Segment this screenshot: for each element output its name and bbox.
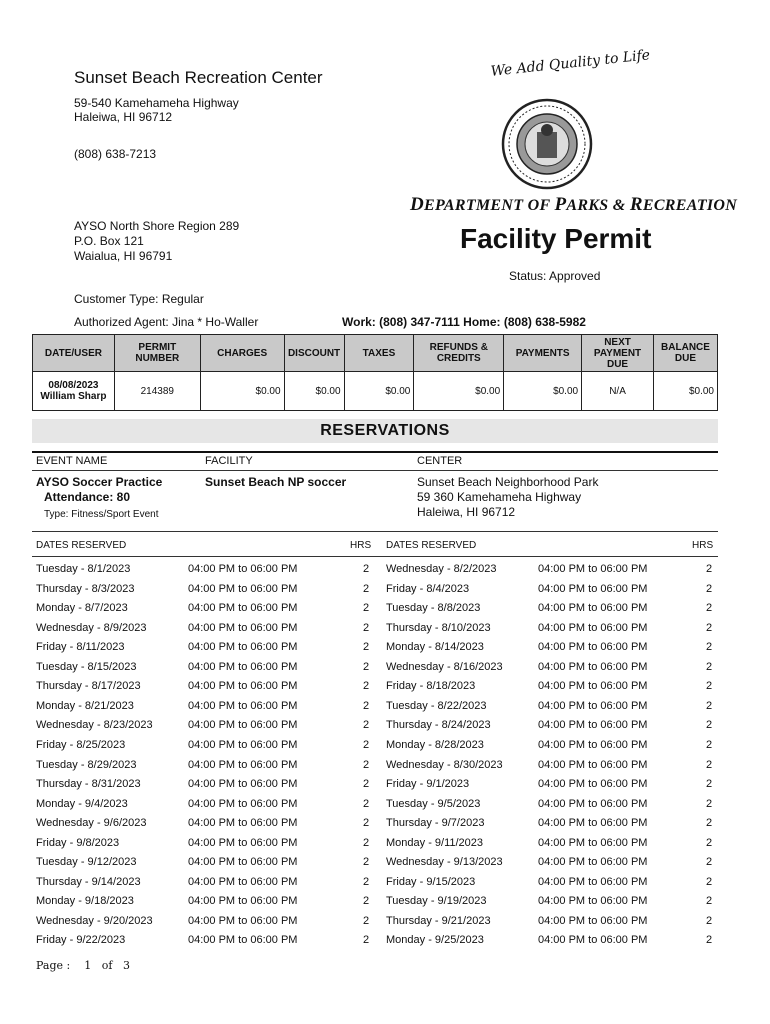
customer-address-line2: Waialua, HI 96791	[74, 249, 173, 263]
dates-reserved-label-right: DATES RESERVED	[386, 540, 477, 551]
tagline: We Add Quality to Life	[490, 47, 651, 80]
fees-header-cell: DISCOUNT	[284, 335, 344, 372]
reserved-time-left: 04:00 PM to 06:00 PM	[188, 934, 298, 947]
reservations-title: RESERVATIONS	[320, 422, 450, 439]
reserved-time-right: 04:00 PM to 06:00 PM	[538, 914, 648, 927]
reserved-date-right: Tuesday - 9/5/2023	[386, 797, 481, 810]
reserved-date-left: Thursday - 8/3/2023	[36, 582, 135, 595]
reserved-date-right: Tuesday - 8/8/2023	[386, 602, 481, 615]
reserved-time-left: 04:00 PM to 06:00 PM	[188, 719, 298, 732]
reserved-date-left: Monday - 8/7/2023	[36, 602, 128, 615]
dept-initial-1: D	[410, 194, 425, 215]
permit-status: Status: Approved	[509, 269, 601, 283]
reserved-date-right: Friday - 9/1/2023	[386, 778, 470, 791]
discount-value: $0.00	[284, 372, 344, 411]
reserved-hours-right: 2	[706, 738, 713, 751]
facility-phone: (808) 638-7213	[74, 147, 157, 161]
reserved-hours-right: 2	[706, 856, 713, 869]
reservation-row	[0, 680, 770, 700]
divider	[32, 451, 718, 453]
reserved-date-left: Monday - 9/4/2023	[36, 797, 128, 810]
reserved-date-left: Monday - 8/21/2023	[36, 699, 134, 712]
reserved-hours-left: 2	[363, 621, 370, 634]
reserved-time-left: 04:00 PM to 06:00 PM	[188, 836, 298, 849]
page-total: 3	[122, 959, 130, 972]
balance-due-value: $0.00	[653, 372, 717, 411]
reserved-date-left: Tuesday - 9/12/2023	[36, 856, 137, 869]
reserved-time-left: 04:00 PM to 06:00 PM	[188, 738, 298, 751]
fees-header-cell: DATE/USER	[33, 335, 115, 372]
dept-text-1: EPARTMENT OF	[424, 197, 555, 214]
reserved-hours-left: 2	[363, 914, 370, 927]
reserved-time-right: 04:00 PM to 06:00 PM	[538, 602, 648, 615]
reserved-hours-right: 2	[706, 817, 713, 830]
reserved-hours-left: 2	[363, 563, 370, 575]
facility-address-line1: 59-540 Kamehameha Highway	[74, 96, 239, 110]
customer-address	[74, 219, 239, 264]
authorized-agent: Authorized Agent: Jina * Ho-Waller	[74, 315, 259, 329]
fees-data-row	[33, 372, 718, 411]
reserved-date-right: Wednesday - 8/16/2023	[386, 660, 503, 673]
reserved-hours-right: 2	[706, 563, 713, 575]
reserved-time-left: 04:00 PM to 06:00 PM	[188, 797, 298, 810]
reservation-row	[0, 602, 770, 622]
reserved-hours-left: 2	[363, 699, 370, 712]
reserved-time-left: 04:00 PM to 06:00 PM	[188, 914, 298, 927]
event-attendance: Attendance: 80	[44, 490, 131, 504]
reservation-row	[0, 798, 770, 818]
reserved-time-left: 04:00 PM to 06:00 PM	[188, 621, 298, 634]
reservation-row	[0, 837, 770, 857]
reserved-hours-left: 2	[363, 680, 370, 693]
reservation-row	[0, 583, 770, 603]
reserved-time-right: 04:00 PM to 06:00 PM	[538, 582, 648, 595]
dept-text-3: ECREATION	[642, 197, 738, 214]
reserved-date-left: Thursday - 9/14/2023	[36, 875, 141, 888]
reserved-date-left: Wednesday - 8/23/2023	[36, 719, 153, 732]
reserved-date-left: Thursday - 8/17/2023	[36, 680, 141, 693]
reserved-date-left: Tuesday - 8/15/2023	[36, 660, 137, 673]
page-label: Page :	[36, 959, 71, 972]
fees-header-cell: TAXES	[344, 335, 414, 372]
reserved-hours-right: 2	[706, 895, 713, 908]
payments-value: $0.00	[504, 372, 582, 411]
reserved-time-right: 04:00 PM to 06:00 PM	[538, 660, 648, 673]
page-current: 1	[84, 959, 92, 972]
reserved-date-right: Friday - 9/15/2023	[386, 875, 476, 888]
reserved-time-left: 04:00 PM to 06:00 PM	[188, 563, 298, 575]
reserved-hours-right: 2	[706, 621, 713, 634]
reserved-hours-right: 2	[706, 836, 713, 849]
date-user-cell	[33, 372, 115, 411]
charges-value: $0.00	[200, 372, 284, 411]
reserved-time-right: 04:00 PM to 06:00 PM	[538, 641, 648, 654]
fees-header-cell: NEXT PAYMENT DUE	[582, 335, 654, 372]
issued-by-user: William Sharp	[40, 391, 107, 402]
reserved-time-right: 04:00 PM to 06:00 PM	[538, 875, 648, 888]
reservation-row	[0, 778, 770, 798]
reservation-row	[0, 719, 770, 739]
fees-header-cell: REFUNDS & CREDITS	[414, 335, 504, 372]
reserved-time-right: 04:00 PM to 06:00 PM	[538, 934, 648, 947]
reserved-time-right: 04:00 PM to 06:00 PM	[538, 778, 648, 791]
reserved-time-right: 04:00 PM to 06:00 PM	[538, 680, 648, 693]
reservation-row	[0, 856, 770, 876]
customer-name: AYSO North Shore Region 289	[74, 219, 240, 233]
reserved-hours-left: 2	[363, 836, 370, 849]
page-indicator	[36, 959, 130, 972]
reservation-row	[0, 876, 770, 896]
reserved-date-right: Friday - 8/4/2023	[386, 582, 470, 595]
reserved-date-right: Wednesday - 8/2/2023	[386, 563, 497, 575]
fees-header-cell: CHARGES	[200, 335, 284, 372]
reserved-date-left: Wednesday - 9/20/2023	[36, 914, 153, 927]
reserved-time-right: 04:00 PM to 06:00 PM	[538, 563, 648, 575]
reserved-date-left: Wednesday - 8/9/2023	[36, 621, 147, 634]
reserved-hours-left: 2	[363, 895, 370, 908]
reserved-date-right: Monday - 8/14/2023	[386, 641, 484, 654]
fees-table	[32, 334, 718, 411]
reservation-row	[0, 661, 770, 681]
reserved-time-right: 04:00 PM to 06:00 PM	[538, 738, 648, 751]
reservation-row	[0, 739, 770, 759]
facility-address	[74, 96, 239, 124]
reserved-time-right: 04:00 PM to 06:00 PM	[538, 699, 648, 712]
reserved-hours-left: 2	[363, 797, 370, 810]
reservation-row	[0, 563, 770, 583]
reserved-date-left: Thursday - 8/31/2023	[36, 778, 141, 791]
facility-name: Sunset Beach Recreation Center	[74, 68, 323, 87]
divider	[32, 470, 718, 471]
dates-reserved-label-left: DATES RESERVED	[36, 540, 127, 551]
event-center	[417, 475, 598, 520]
reserved-time-left: 04:00 PM to 06:00 PM	[188, 758, 298, 771]
permit-number: 214389	[114, 372, 200, 411]
reserved-time-right: 04:00 PM to 06:00 PM	[538, 719, 648, 732]
reserved-time-left: 04:00 PM to 06:00 PM	[188, 699, 298, 712]
reserved-time-left: 04:00 PM to 06:00 PM	[188, 641, 298, 654]
reserved-time-left: 04:00 PM to 06:00 PM	[188, 875, 298, 888]
reserved-hours-right: 2	[706, 680, 713, 693]
reserved-hours-right: 2	[706, 719, 713, 732]
center-label: CENTER	[417, 455, 463, 467]
reserved-time-right: 04:00 PM to 06:00 PM	[538, 836, 648, 849]
reserved-date-right: Monday - 9/11/2023	[386, 836, 484, 849]
reserved-time-left: 04:00 PM to 06:00 PM	[188, 660, 298, 673]
page-of: of	[101, 959, 113, 972]
event-name-label: EVENT NAME	[36, 455, 108, 467]
fees-header-cell: BALANCE DUE	[653, 335, 717, 372]
reserved-date-right: Thursday - 8/24/2023	[386, 719, 491, 732]
center-address-line2: Haleiwa, HI 96712	[417, 505, 516, 519]
customer-type: Customer Type: Regular	[74, 292, 204, 306]
fees-header-cell: PERMIT NUMBER	[114, 335, 200, 372]
reservation-row	[0, 641, 770, 661]
fees-header-row	[33, 335, 718, 372]
reserved-date-right: Thursday - 8/10/2023	[386, 621, 491, 634]
reserved-time-right: 04:00 PM to 06:00 PM	[538, 758, 648, 771]
facility-label: FACILITY	[205, 455, 253, 467]
reserved-date-left: Tuesday - 8/1/2023	[36, 563, 131, 575]
event-facility: Sunset Beach NP soccer	[205, 475, 347, 489]
reserved-hours-right: 2	[706, 914, 713, 927]
reserved-hours-left: 2	[363, 719, 370, 732]
reserved-date-left: Wednesday - 9/6/2023	[36, 817, 147, 830]
reserved-hours-left: 2	[363, 817, 370, 830]
reserved-date-right: Monday - 8/28/2023	[386, 738, 484, 751]
reserved-time-left: 04:00 PM to 06:00 PM	[188, 778, 298, 791]
reserved-date-left: Friday - 8/11/2023	[36, 641, 125, 654]
hrs-label-left: HRS	[350, 540, 372, 551]
reservation-row	[0, 817, 770, 837]
reserved-date-left: Friday - 8/25/2023	[36, 738, 126, 751]
reserved-hours-left: 2	[363, 602, 370, 615]
event-name: AYSO Soccer Practice	[36, 475, 163, 489]
reserved-hours-right: 2	[706, 699, 713, 712]
reservation-row	[0, 759, 770, 779]
reserved-hours-left: 2	[363, 738, 370, 751]
reserved-hours-right: 2	[706, 934, 713, 947]
event-type: Type: Fitness/Sport Event	[44, 509, 159, 520]
reserved-date-left: Friday - 9/8/2023	[36, 836, 120, 849]
reserved-time-right: 04:00 PM to 06:00 PM	[538, 856, 648, 869]
reserved-time-right: 04:00 PM to 06:00 PM	[538, 895, 648, 908]
dept-initial-3: R	[629, 194, 643, 215]
city-seal-icon	[497, 96, 597, 192]
reserved-time-right: 04:00 PM to 06:00 PM	[538, 797, 648, 810]
reserved-date-right: Thursday - 9/21/2023	[386, 914, 491, 927]
reserved-hours-left: 2	[363, 582, 370, 595]
reserved-hours-left: 2	[363, 875, 370, 888]
facility-address-line2: Haleiwa, HI 96712	[74, 110, 173, 124]
reserved-date-left: Friday - 9/22/2023	[36, 934, 126, 947]
reserved-time-right: 04:00 PM to 06:00 PM	[538, 817, 648, 830]
reserved-date-right: Wednesday - 9/13/2023	[386, 856, 503, 869]
reserved-time-left: 04:00 PM to 06:00 PM	[188, 582, 298, 595]
reserved-date-right: Friday - 8/18/2023	[386, 680, 476, 693]
reserved-hours-right: 2	[706, 582, 713, 595]
reserved-time-left: 04:00 PM to 06:00 PM	[188, 602, 298, 615]
refunds-value: $0.00	[414, 372, 504, 411]
reserved-hours-left: 2	[363, 660, 370, 673]
reserved-time-left: 04:00 PM to 06:00 PM	[188, 895, 298, 908]
taxes-value: $0.00	[344, 372, 414, 411]
permit-title: Facility Permit	[460, 223, 652, 254]
reserved-time-left: 04:00 PM to 06:00 PM	[188, 817, 298, 830]
reserved-date-right: Monday - 9/25/2023	[386, 934, 484, 947]
customer-address-line1: P.O. Box 121	[74, 234, 144, 248]
reserved-date-right: Wednesday - 8/30/2023	[386, 758, 503, 771]
dept-initial-2: P	[554, 194, 567, 215]
issue-date: 08/08/2023	[48, 380, 99, 391]
reserved-time-right: 04:00 PM to 06:00 PM	[538, 621, 648, 634]
center-address-line1: 59 360 Kamehameha Highway	[417, 490, 582, 504]
reserved-hours-right: 2	[706, 641, 713, 654]
reservation-row	[0, 915, 770, 935]
reserved-hours-right: 2	[706, 797, 713, 810]
reserved-time-left: 04:00 PM to 06:00 PM	[188, 680, 298, 693]
reserved-date-right: Thursday - 9/7/2023	[386, 817, 485, 830]
reserved-hours-right: 2	[706, 758, 713, 771]
reservation-row	[0, 700, 770, 720]
center-name: Sunset Beach Neighborhood Park	[417, 475, 599, 489]
reserved-date-right: Tuesday - 9/19/2023	[386, 895, 487, 908]
reserved-time-left: 04:00 PM to 06:00 PM	[188, 856, 298, 869]
reservation-row	[0, 895, 770, 915]
customer-contact: Work: (808) 347-7111 Home: (808) 638-5982	[342, 315, 586, 329]
next-payment-due-value: N/A	[582, 372, 654, 411]
reserved-hours-left: 2	[363, 856, 370, 869]
divider	[32, 556, 718, 557]
reserved-hours-left: 2	[363, 778, 370, 791]
department-name	[410, 194, 737, 216]
reservation-row	[0, 934, 770, 954]
reserved-hours-right: 2	[706, 602, 713, 615]
divider	[32, 531, 718, 532]
dept-text-2: ARKS &	[566, 197, 630, 214]
reservation-row	[0, 622, 770, 642]
reserved-hours-left: 2	[363, 758, 370, 771]
hrs-label-right: HRS	[692, 540, 714, 551]
reserved-date-left: Monday - 9/18/2023	[36, 895, 134, 908]
reserved-date-right: Tuesday - 8/22/2023	[386, 699, 487, 712]
reserved-hours-left: 2	[363, 934, 370, 947]
reserved-hours-right: 2	[706, 660, 713, 673]
reserved-hours-right: 2	[706, 875, 713, 888]
reserved-hours-left: 2	[363, 641, 370, 654]
fees-header-cell: PAYMENTS	[504, 335, 582, 372]
reserved-date-left: Tuesday - 8/29/2023	[36, 758, 137, 771]
reserved-hours-right: 2	[706, 778, 713, 791]
